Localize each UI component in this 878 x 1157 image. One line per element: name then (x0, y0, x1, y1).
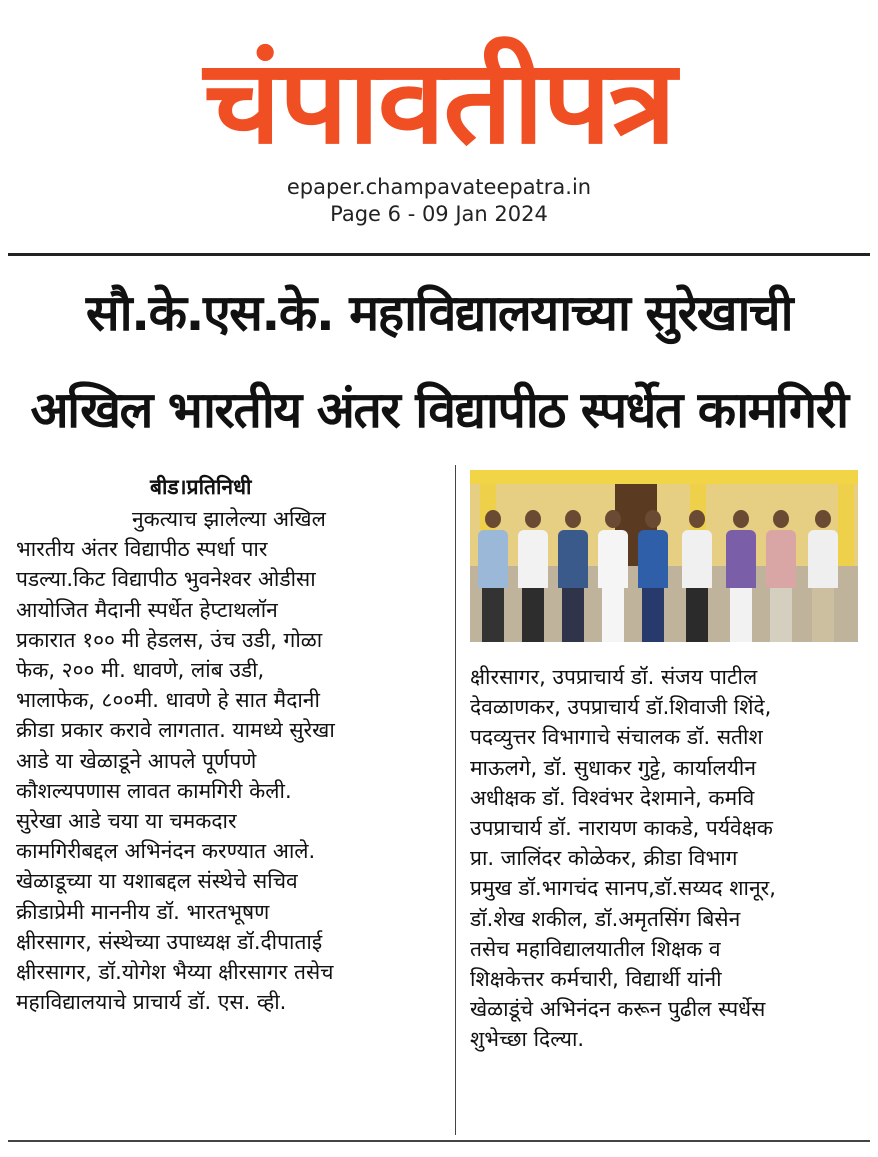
article-text-line: तसेच महाविद्यालयातील शिक्षक व (470, 936, 721, 961)
article-text-line: खेळाडूच्या या यशाबद्दल संस्थेचे सचिव (16, 869, 298, 894)
column-divider (455, 465, 456, 1135)
article-text-line: डॉ.शेख शकील, डॉ.अमृतसिंग बिसेन (470, 906, 741, 931)
article-column-right (470, 662, 860, 1055)
newspaper-logo: चंपावतीपत्र (203, 35, 675, 170)
photo-pillar (838, 484, 854, 566)
photo-person (558, 510, 588, 642)
headline-line-1: सौ.के.एस.के. महाविद्यालयाच्या सुरेखाची (85, 284, 793, 342)
article-text-line: शुभेच्छा दिल्या. (470, 1027, 585, 1052)
article-text-line: प्रकारात १०० मी हेडलस, उंच उडी, गोळा (16, 627, 323, 652)
article-text-line: महाविद्यालयाचे प्राचार्य डॉ. एस. व्ही. (16, 990, 287, 1015)
top-divider (8, 253, 870, 256)
photo-person (766, 510, 796, 642)
article-text-line: कौशल्यपणास लावत कामगिरी केली. (16, 778, 292, 803)
page-info: Page 6 - 09 Jan 2024 (330, 202, 548, 226)
photo-person (638, 510, 668, 642)
article-text-line: क्षीरसागर, उपप्राचार्य डॉ. संजय पाटील (470, 665, 758, 689)
article-column-left (16, 504, 426, 1017)
photo-person (808, 510, 838, 642)
article-text-line: भालाफेक, ८००मी. धावणे हे सात मैदानी (16, 688, 320, 713)
article-text-line: क्षीरसागर, डॉ.योगेश भैय्या क्षीरसागर तसेच (16, 960, 334, 985)
article-text-line: कामगिरीबद्दल अभिनंदन करण्यात आले. (16, 839, 316, 864)
masthead (0, 0, 878, 250)
photo-person (518, 510, 548, 642)
article-text-line: देवळाणकर, उपप्राचार्य डॉ.शिवाजी शिंदे, (470, 695, 772, 720)
article-text-line: शिक्षकेत्तर कर्मचारी, विद्यार्थी यांनी (470, 967, 722, 992)
site-url[interactable]: epaper.champavateepatra.in (286, 175, 592, 199)
article-photo (470, 470, 858, 642)
article-text-line: माऊलगे, डॉ. सुधाकर गुट्टे, कार्यालयीन (470, 755, 757, 780)
article-text-line: भारतीय अंतर विद्यापीठ स्पर्धा पार (16, 537, 268, 562)
article-text-line: उपप्राचार्य डॉ. नारायण काकडे, पर्यवेक्षक (470, 816, 773, 841)
article-text-line: आयोजित मैदानी स्पर्धेत हेप्टाथलॉन (16, 597, 278, 622)
dateline: बीड।प्रतिनिधी (150, 475, 252, 499)
article-text-line: क्रीडा प्रकार करावे लागतात. यामध्ये सुरेखा (16, 718, 335, 743)
article-text-line: सुरेखा आडे चया या चमकदार (16, 809, 237, 834)
headline-line-2: अखिल भारतीय अंतर विद्यापीठ स्पर्धेत कामगिरी (30, 381, 848, 439)
photo-person (478, 510, 508, 642)
article-text-line: आडे या खेळाडूने आपले पूर्णपणे (16, 748, 257, 773)
article-text-line: प्रमुख डॉ.भागचंद सानप,डॉ.सय्यद शानूर, (470, 876, 776, 901)
article-text-line: पडल्या.किट विद्यापीठ भुवनेश्वर ओडीसा (16, 567, 316, 592)
article-text-line: नुकत्याच झालेल्या अखिल (132, 507, 326, 531)
article-text-line: अधीक्षक डॉ. विश्वंभर देशमाने, कमवि (470, 785, 755, 810)
photo-person (598, 510, 628, 642)
article-text-line: पदव्युत्तर विभागाचे संचालक डॉ. सतीश (470, 725, 763, 750)
photo-stripe (470, 470, 858, 484)
photo-person (682, 510, 712, 642)
article-text-line: खेळाडूंचे अभिनंदन करून पुढील स्पर्धेस (470, 997, 766, 1022)
article-text-line: फेक, २०० मी. धावणे, लांब उडी, (16, 658, 265, 683)
bottom-divider (8, 1140, 870, 1142)
article-text-line: क्षीरसागर, संस्थेच्या उपाध्यक्ष डॉ.दीपाताई (16, 929, 323, 954)
article-text-line: प्रा. जालिंदर कोळेकर, क्रीडा विभाग (470, 846, 738, 871)
photo-person (726, 510, 756, 642)
article-text-line: क्रीडाप्रेमी माननीय डॉ. भारतभूषण (16, 899, 270, 924)
